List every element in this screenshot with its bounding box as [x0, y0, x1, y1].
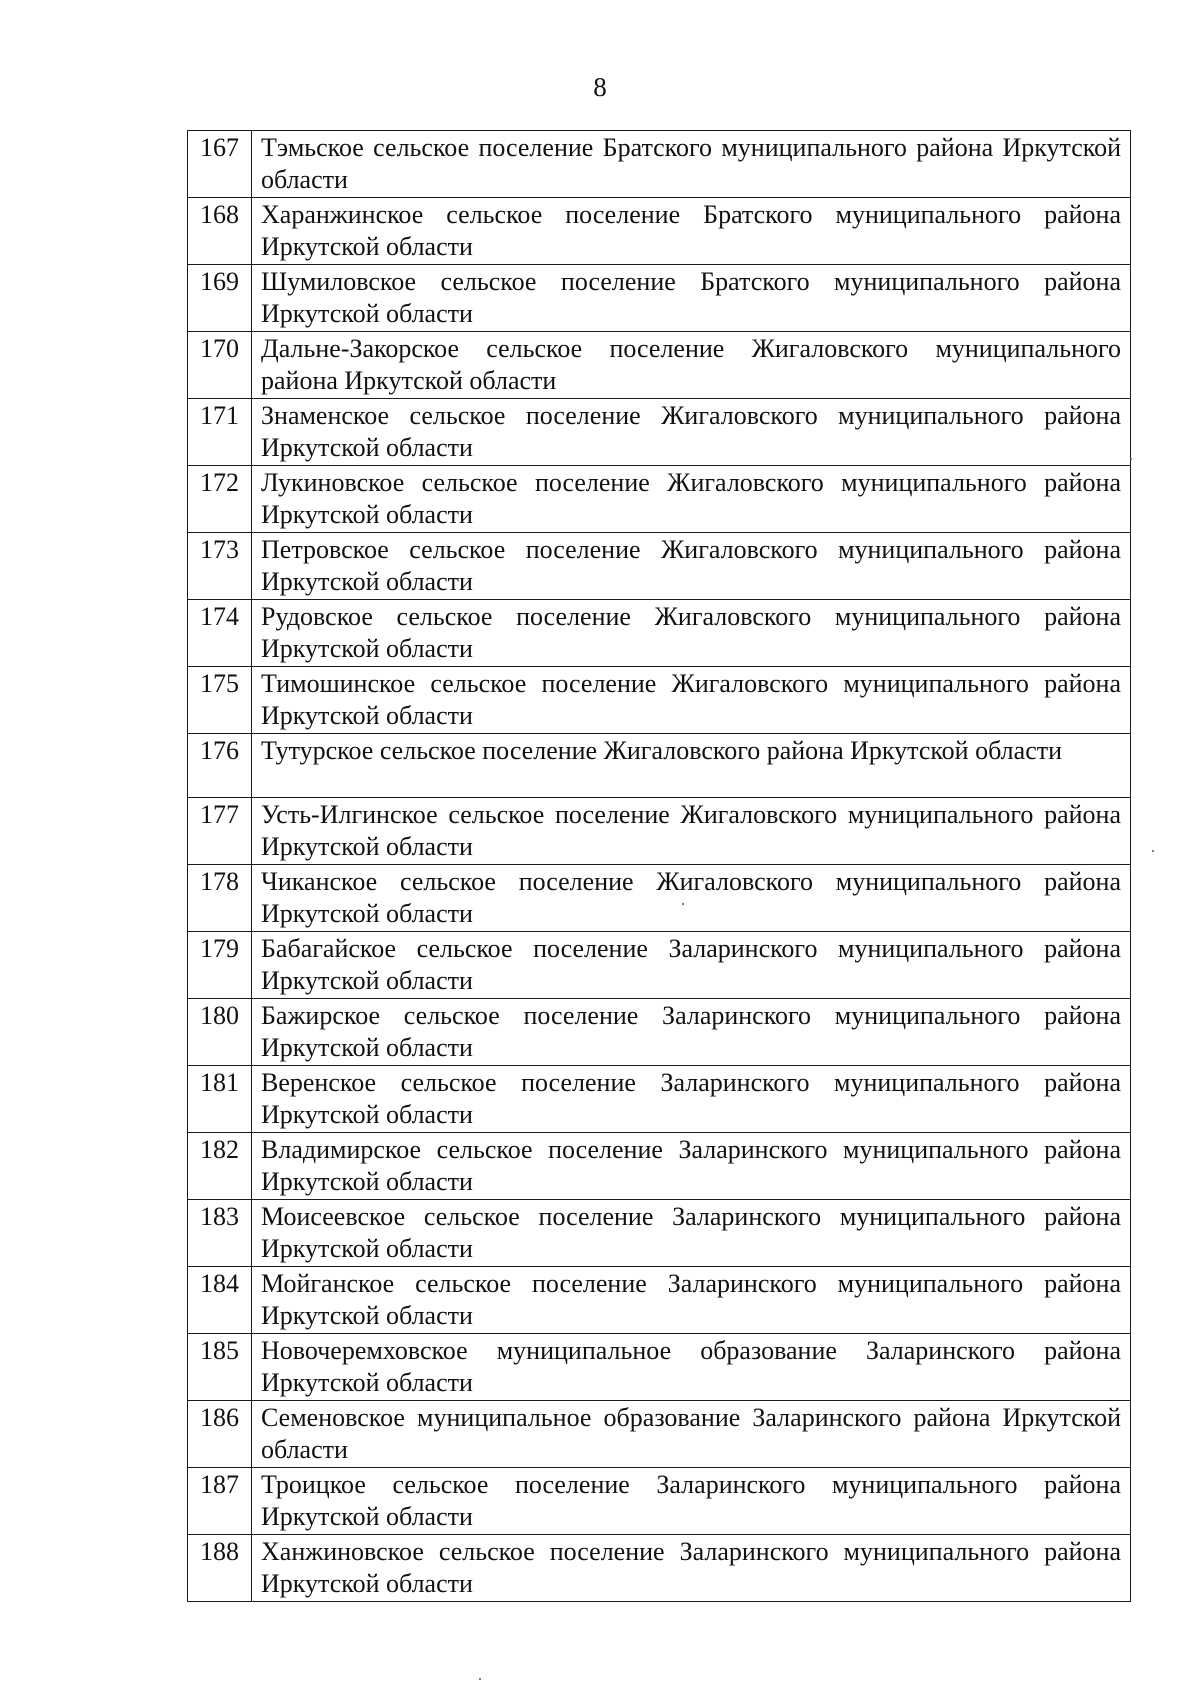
- row-number: 181: [188, 1066, 252, 1133]
- table-row: [188, 734, 1131, 798]
- table-row: [188, 198, 1131, 265]
- table-row: [188, 466, 1131, 533]
- settlements-table: [187, 130, 1131, 1602]
- settlement-name: Тутурское сельское поселение Жигаловского района Иркутской области: [252, 734, 1131, 798]
- settlement-name: Бажирское сельское поселение Заларинского муниципального района Иркутской области: [252, 999, 1131, 1066]
- table-row: [188, 798, 1131, 865]
- table-row: [188, 131, 1131, 198]
- settlement-name: Новочеремховское муниципальное образование Заларинского района Иркутской области: [252, 1334, 1131, 1401]
- row-number: 184: [188, 1267, 252, 1334]
- row-number: 188: [188, 1535, 252, 1602]
- row-number: 182: [188, 1133, 252, 1200]
- table-row: [188, 1401, 1131, 1468]
- table-row: [188, 399, 1131, 466]
- row-number: 175: [188, 667, 252, 734]
- settlement-name: Чиканское сельское поселение Жигаловского муниципального района Иркутской области: [252, 865, 1131, 932]
- settlement-name: Ханжиновское сельское поселение Заларинского муниципального района Иркутской области: [252, 1535, 1131, 1602]
- table-row: [188, 1535, 1131, 1602]
- row-number: 169: [188, 265, 252, 332]
- page-number: 8: [593, 72, 607, 102]
- table-row: [188, 1200, 1131, 1267]
- table-row: [188, 533, 1131, 600]
- scan-speck: [1130, 458, 1132, 460]
- settlement-name: Тэмьское сельское поселение Братского муниципального района Иркутской области: [252, 131, 1131, 198]
- table-body: [188, 131, 1131, 1602]
- row-number: 183: [188, 1200, 252, 1267]
- table-row: [188, 1267, 1131, 1334]
- row-number: 173: [188, 533, 252, 600]
- settlement-name: Шумиловское сельское поселение Братского муниципального района Иркутской области: [252, 265, 1131, 332]
- settlement-name: Харанжинское сельское поселение Братского муниципального района Иркутской области: [252, 198, 1131, 265]
- row-number: 179: [188, 932, 252, 999]
- settlement-name: Моисеевское сельское поселение Заларинского муниципального района Иркутской области: [252, 1200, 1131, 1267]
- row-number: 180: [188, 999, 252, 1066]
- table-row: [188, 932, 1131, 999]
- scan-speck: [479, 1678, 481, 1680]
- settlement-name: Веренское сельское поселение Заларинского муниципального района Иркутской области: [252, 1066, 1131, 1133]
- row-number: 170: [188, 332, 252, 399]
- settlement-name: Семеновское муниципальное образование Заларинского района Иркутской области: [252, 1401, 1131, 1468]
- scan-speck: [1152, 850, 1154, 852]
- row-number: 172: [188, 466, 252, 533]
- settlement-name: Тимошинское сельское поселение Жигаловского муниципального района Иркутской области: [252, 667, 1131, 734]
- row-number: 186: [188, 1401, 252, 1468]
- table-row: [188, 999, 1131, 1066]
- settlement-name: Лукиновское сельское поселение Жигаловского муниципального района Иркутской области: [252, 466, 1131, 533]
- settlement-name: Мойганское сельское поселение Заларинского муниципального района Иркутской области: [252, 1267, 1131, 1334]
- settlement-name: Рудовское сельское поселение Жигаловского муниципального района Иркутской области: [252, 600, 1131, 667]
- settlement-name: Троицкое сельское поселение Заларинского муниципального района Иркутской области: [252, 1468, 1131, 1535]
- table-row: [188, 667, 1131, 734]
- table-row: [188, 865, 1131, 932]
- row-number: 171: [188, 399, 252, 466]
- row-number: 187: [188, 1468, 252, 1535]
- settlement-name: Бабагайское сельское поселение Заларинского муниципального района Иркутской области: [252, 932, 1131, 999]
- row-number: 174: [188, 600, 252, 667]
- table-row: [188, 600, 1131, 667]
- row-number: 167: [188, 131, 252, 198]
- row-number: 176: [188, 734, 252, 798]
- row-number: 178: [188, 865, 252, 932]
- table-row: [188, 1468, 1131, 1535]
- settlement-name: Петровское сельское поселение Жигаловского муниципального района Иркутской области: [252, 533, 1131, 600]
- row-number: 177: [188, 798, 252, 865]
- table-row: [188, 1066, 1131, 1133]
- table-row: [188, 332, 1131, 399]
- settlement-name: Владимирское сельское поселение Заларинского муниципального района Иркутской области: [252, 1133, 1131, 1200]
- settlement-name: Знаменское сельское поселение Жигаловского муниципального района Иркутской области: [252, 399, 1131, 466]
- table-row: [188, 265, 1131, 332]
- scan-speck: [682, 903, 684, 905]
- table-row: [188, 1334, 1131, 1401]
- settlement-name: Усть-Илгинское сельское поселение Жигаловского муниципального района Иркутской области: [252, 798, 1131, 865]
- settlement-name: Дальне-Закорское сельское поселение Жигаловского муниципального района Иркутской области: [252, 332, 1131, 399]
- row-number: 168: [188, 198, 252, 265]
- table-row: [188, 1133, 1131, 1200]
- row-number: 185: [188, 1334, 252, 1401]
